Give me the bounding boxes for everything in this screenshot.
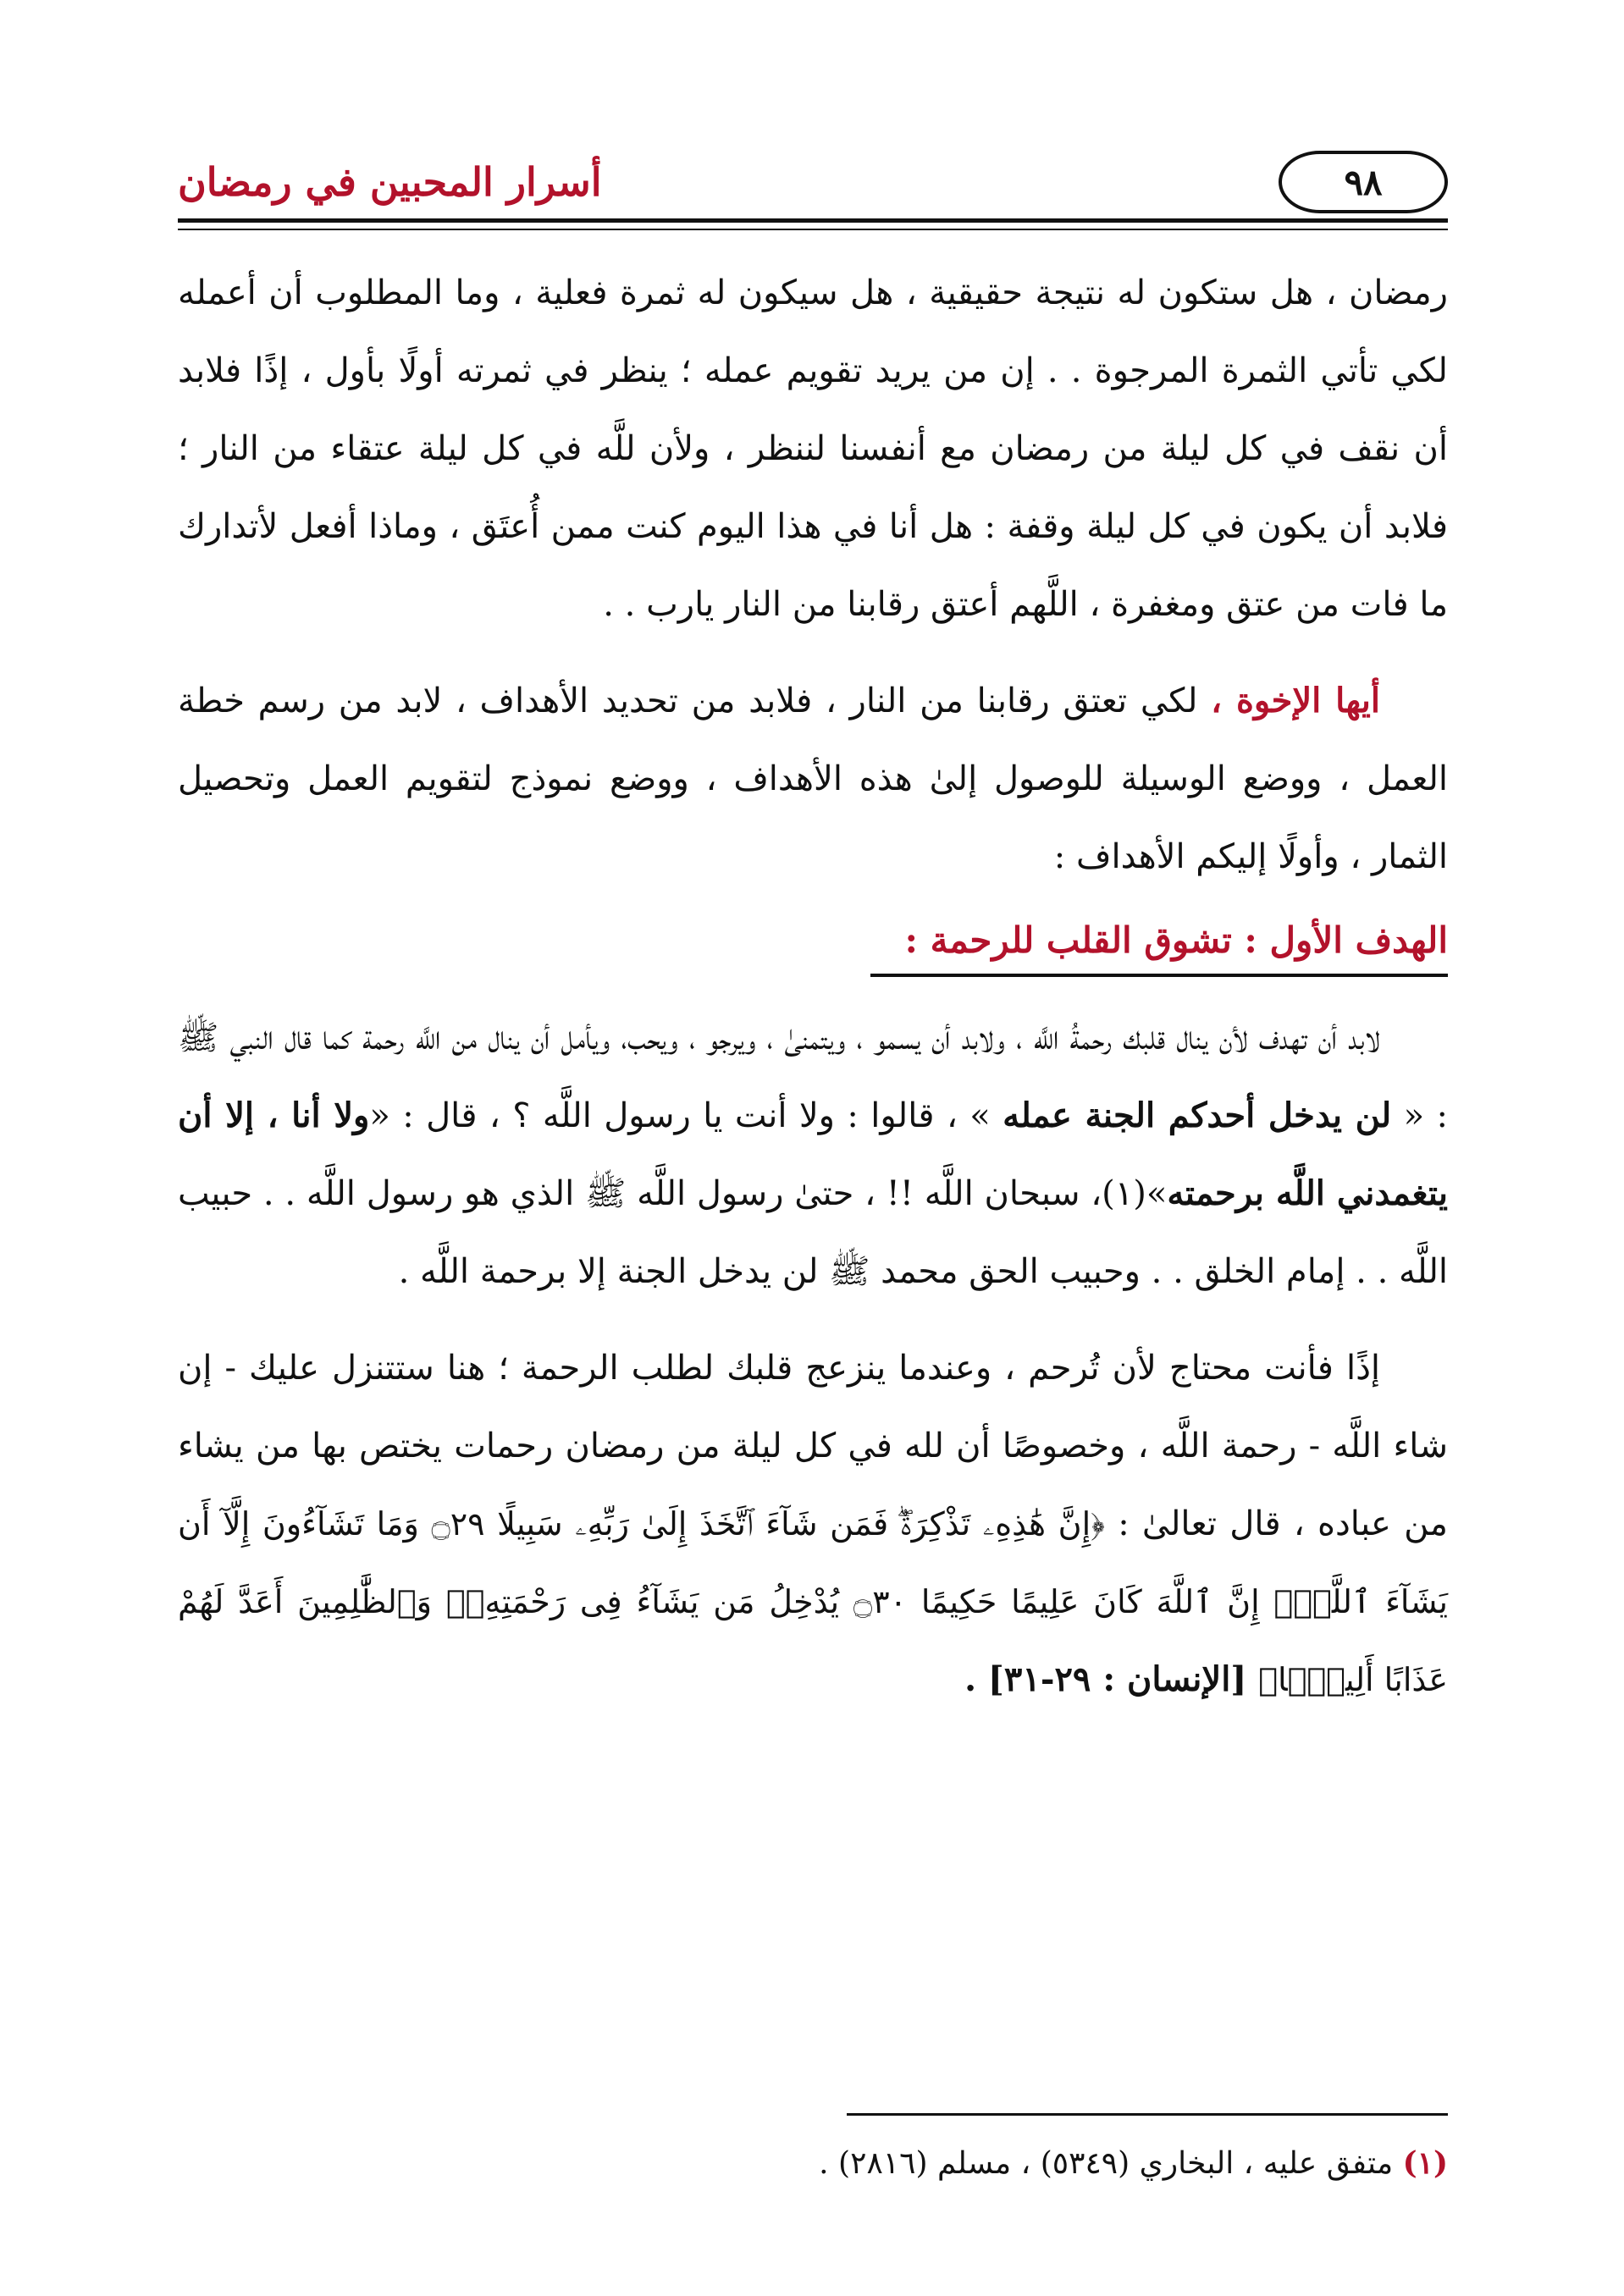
paragraph-4 [178, 1329, 1448, 1719]
brothers-address: أيها الإخوة ، [1211, 681, 1381, 720]
body-text [178, 254, 1448, 1719]
footnote-text: متفق عليه ، البخاري (٥٣٤٩) ، مسلم (٢٨١٦) . [819, 2146, 1403, 2181]
page-header [178, 144, 1448, 237]
footnote-marker: (١) [1402, 2145, 1448, 2181]
section-heading: الهدف الأول : تشوق القلب للرحمة : [870, 908, 1448, 977]
p3-part-a: لابد أن تهدف لأن ينال قلبك رحمةُ اللَّه ، ولابد أن يسمو ، ويتمنىٰ ، ويرجو ، ويحب، ويأمل أن ينال من اللَّه رحمة كما قال النبي ﷺ : « [178, 1018, 1448, 1135]
verse-reference: [الإنسان : ٢٩-٣١] . [964, 1659, 1259, 1699]
paragraph-3 [178, 999, 1448, 1311]
p4-part-a: إذًا فأنت محتاج لأن تُرحم ، وعندما ينزعج قلبك لطلب الرحمة ؛ هنا ستتنزل عليك - إن شاء اللَّه - رحمة اللَّه ، وخصوصًا أن لله في كل ليلة من رمضان رحمات يختص بها من يشاء من عباده ، قال تعالىٰ : [178, 1349, 1448, 1543]
paragraph-1: رمضان ، هل ستكون له نتيجة حقيقية ، هل سيكون له ثمرة فعلية ، وما المطلوب أن أعمله لكي تأتي الثمرة المرجوة . . إن من يريد تقويم عمله ؛ ينظر في ثمرته أولًا بأول ، إذًا فلابد أن نقف في كل ليلة من رمضان مع أنفسنا لننظر ، ولأن للَّه في كل ليلة عتقاء من النار ؛ فلابد أن يكون في كل ليلة وقفة : هل أنا في هذا اليوم كنت ممن أُعتَق ، وماذا أفعل لأتدارك ما فات من عتق ومغفرة ، اللَّهم أعتق رقابنا من النار يارب . . [178, 273, 1448, 624]
footnote-rule [847, 2113, 1448, 2116]
page-number: ٩٨ [1279, 151, 1448, 213]
paragraph-2 [178, 662, 1448, 896]
hadith-quote-2: ولا أنا ، إلا أن يتغمدني اللَّه برحمته [178, 1096, 1448, 1213]
quran-verse: ﴿إِنَّ هَٰذِهِۦ تَذْكِرَةٌۖ فَمَن شَآءَ ٱتَّخَذَ إِلَىٰ رَبِّهِۦ سَبِيلًا ۝٢٩ وَمَا تَشَآءُونَ إِلَّآ أَن يَشَآءَ ٱللَّهُۚ إِنَّ ٱللَّهَ كَانَ عَلِيمًا حَكِيمًا ۝٣٠ يُدْخِلُ مَن يَشَآءُ فِى رَحْمَتِهِۦۚ وَٱلظَّٰلِمِينَ أَعَدَّ لَهُمْ عَذَابًا أَلِيمًۢا﴾ [178, 1505, 1448, 1698]
running-title: أسرار المحبين في رمضان [178, 159, 602, 205]
p3-part-e: »(١)، سبحان اللَّه !! ، حتىٰ رسول اللَّه ﷺ الذي هو رسول اللَّه . . حبيب اللَّه . . إمام الخلق . . وحبيب الحق محمد ﷺ لن يدخل الجنة إلا برحمة اللَّه . [178, 1174, 1448, 1291]
section-heading-wrap [178, 902, 1448, 980]
header-rule-thin [178, 229, 1448, 230]
hadith-quote-1: لن يدخل أحدكم الجنة عمله [1003, 1096, 1392, 1135]
paragraph-2-text: لكي تعتق رقابنا من النار ، فلابد من تحديد الأهداف ، لابد من رسم خطة العمل ، ووضع الوسيلة للوصول إلىٰ هذه الأهداف ، ووضع نموذج لتقويم العمل وتحصيل الثمار ، وأولًا إليكم الأهداف : [178, 682, 1448, 876]
header-rule-thick [178, 218, 1448, 223]
p3-part-c: » ، قالوا : ولا أنت يا رسول اللَّه ؟ ، قال : « [369, 1096, 1003, 1135]
footnote [178, 2133, 1448, 2194]
